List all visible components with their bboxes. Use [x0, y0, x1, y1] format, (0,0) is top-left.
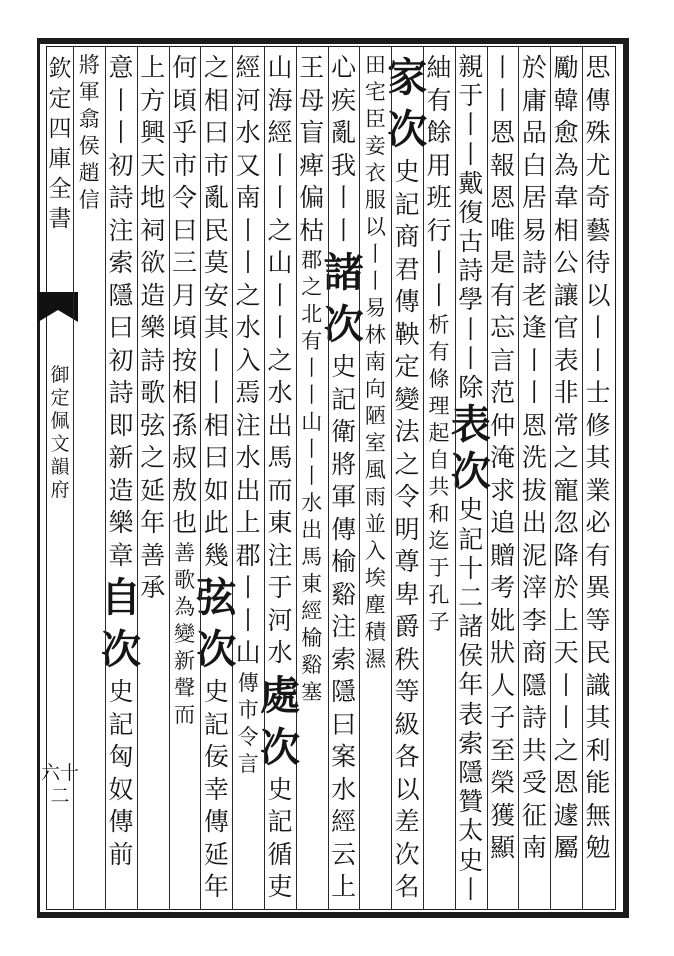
volume-title: 御 定 佩 文 韻 府: [50, 364, 70, 501]
text-column: 意 丨 丨 初 詩 注 索 隱 曰 初 詩 即 新 造 樂 章 自 次 史 記 匈 奴 傳 前: [101, 53, 141, 869]
text-column: 山 海 經 丨 丨 之 山 丨 丨 之 水 出 馬 而 東 注 于 河 水 處 次 史 記 循 吏: [260, 53, 300, 901]
text-column: 思 傳 殊 尤 奇 藝 待 以 丨 丨 士 修 其 業 必 有 異 等 民 識 其 利 能 無 勉: [585, 53, 611, 862]
text-column: 家 次 史 記 商 君 傳 鞅 定 變 法 之 令 明 尊 卑 爵 秩 等 級 各 以 差 次 名: [387, 54, 428, 901]
text-column: 上 方 興 天 地 祠 欲 造 樂 詩 歌 弦 之 延 年 善 承: [140, 53, 166, 602]
text-column: 丨 丨 恩 報 恩 唯 是 有 忘 言 范 仲 淹 求 追 贈 考 妣 狀 人 子 至 榮 獲 顯: [490, 53, 516, 862]
text-column: 經 河 水 又 南 丨 丨 之 水 入 焉 注 水 出 上 郡 丨 丨 山 傳 市 令 言: [235, 53, 261, 776]
book-title: 欽 定 四 庫 全 書: [48, 56, 72, 232]
text-column: 於 庸 品 白 居 易 詩 老 逢 丨 丨 恩 洗 拔 出 泥 滓 李 商 隱 詩 共 受 征 南: [521, 53, 547, 862]
text-column: 親 于 丨 丨 戴 復 古 詩 學 丨 丨 除 表 次 史 記 十 二 諸 侯 年 表 索 隱 贊 太 史 丨: [450, 52, 491, 904]
page-number: 六十二: [40, 762, 79, 807]
column-rule: [73, 46, 74, 910]
text-column: 田 宅 臣 妾 衣 服 以 丨 丨 易 林 南 向 陋 室 風 雨 並 入 埃 塵 積 濕: [364, 53, 386, 671]
text-column: 勵 韓 愈 為 韋 相 公 讓 官 表 非 常 之 寵 忽 降 於 上 天 丨 丨 之 恩 遽 屬: [553, 53, 579, 862]
text-column: 何 頃 乎 市 令 曰 三 月 頃 按 相 孫 叔 敖 也 善 歌 為 變 新 聲 而: [172, 53, 198, 727]
text-column: 將 軍 翕 侯 趙 信: [78, 53, 100, 212]
text-column: 之 相 曰 市 亂 民 莫 安 其 丨 丨 相 曰 如 此 幾 弦 次 史 記 佞 幸 傳 延 年: [196, 53, 237, 901]
text-column: 心 疾 亂 我 丨 丨 諸 次 史 記 衛 將 軍 傳 榆 谿 注 索 隱 曰 案 水 經 云 上: [323, 53, 364, 901]
text-column: 紬 有 餘 用 班 行 丨 丨 析 有 條 理 起 自 共 和 迄 于 孔 子: [426, 53, 452, 634]
text-column: 王 母 盲 痺 偏 枯 郡 之 北 有 丨 丨 山 丨 丨 水 出 馬 東 經 榆 谿 塞: [299, 53, 325, 704]
